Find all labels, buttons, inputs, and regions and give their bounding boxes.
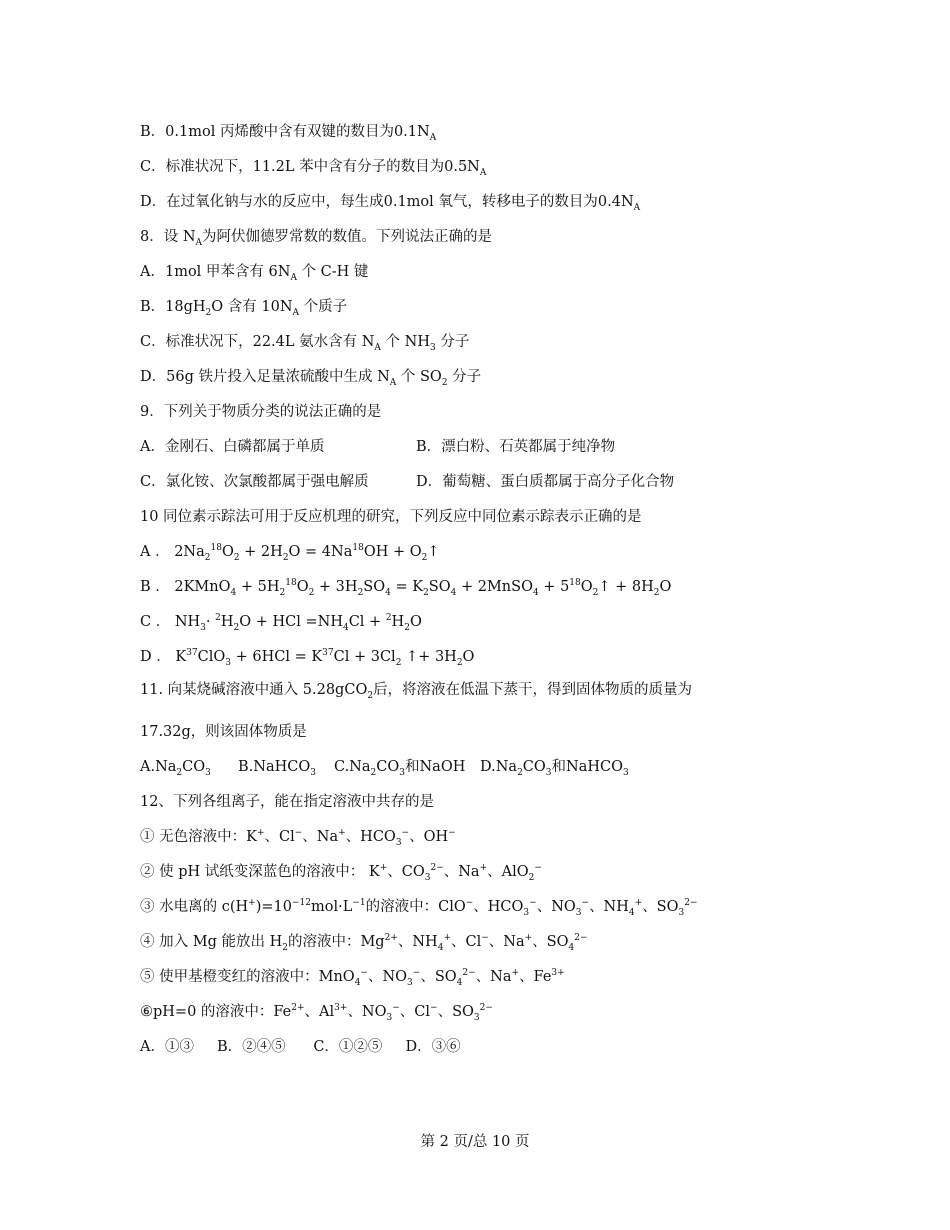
q12-item-5: ⑤ 使甲基橙变红的溶液中：MnO$_4$−、$NO_3^-$、$SO_4^{2-}$、Na+、$Fe^{3+}$	[140, 968, 565, 988]
q12-answer-options: A．①③ B．②④⑤ C．①②⑤ D．③⑥	[140, 1039, 461, 1055]
page-footer: 第 2 页/总 10 页	[420, 1134, 530, 1150]
q7-option-c: C．标准状况下，11.2L 苯中含有分子的数目为$0.5N_A$	[140, 159, 487, 178]
q12-item-6: ⑥pH=0 的溶液中：$Fe^{2+}$、$Al^{3+}$、$NO_3^-$、Cl−、$SO_3^{2-}$	[140, 1003, 493, 1023]
q9-option-c: C．氯化铵、次氯酸都属于强电解质	[140, 474, 369, 490]
q10-option-a: A ． $2Na_2^{18}O_2 + 2H_2O = 4Na^{18}OH$ + $O_2↑$	[140, 543, 440, 563]
q11-option-a: $A.Na_2CO_3$	[140, 759, 211, 778]
q7-option-d: D．在过氧化钠与水的反应中，每生成0.1mol 氧气，转移电子的数目为$0.4N_A$	[140, 194, 641, 213]
q12-item-2: ② 使 pH 试纸变深蓝色的溶液中： K+、$CO_3^{2-}$、Na+、AlO$_2$−	[140, 863, 542, 883]
q9-option-b: B．漂白粉、石英都属于纯净物	[416, 439, 616, 455]
q8-stem: 8．设 $N_A$为阿伏伽德罗常数的数值。下列说法正确的是	[140, 229, 493, 248]
q9-option-d: D．葡萄糖、蛋白质都属于高分子化合物	[416, 474, 675, 490]
q8-option-c: C．标准状况下，22.4L 氨水含有 $N_A$ 个 $NH_3$ 分子	[140, 334, 470, 353]
q9-options-row1	[140, 437, 615, 457]
q11-options	[140, 757, 629, 777]
q12-item-4: ④ 加入 Mg 能放出 $H_2$的溶液中：$Mg^{2+}$、$NH_4^+$、Cl−、Na+、$SO_4^{2-}$	[140, 933, 588, 953]
q7-option-b: B．0.1mol 丙烯酸中含有双键的数目为$0.1N_A$	[140, 124, 437, 143]
q10-option-d: D ． $K^{37}ClO_3 + 6HCl = K^{37}Cl + 3Cl_2$ ↑+ $3H_2O$	[140, 648, 475, 668]
q11-stem-line1: 11. 向某烧碱溶液中通入 5.28gCO$_2$后，将溶液在低温下蒸干，得到固体物质的质量为	[140, 682, 693, 701]
q11-stem-line2: 17.32g，则该固体物质是	[140, 724, 307, 740]
q11-option-c: $C.Na_2CO_3$和NaOH	[334, 759, 466, 778]
q12-item-3: ③ 水电离的 $c(H^+)=10^{-12}mol\cdot L^{-1}$的溶液中：ClO−、$HCO_3^-$、$NO_3^-$、$NH_4^+$、$SO_3^{2-}$	[140, 898, 698, 918]
q9-stem: 9．下列关于物质分类的说法正确的是	[140, 404, 382, 420]
q9-option-a: A．金刚石、白磷都属于单质	[140, 439, 325, 455]
q8-option-d: D．56g 铁片投入足量浓硫酸中生成 $N_A$ 个 $SO_2$ 分子	[140, 369, 482, 388]
q10-option-c: C ． $NH_3\cdot ^2H_2O$ + HCl $=NH_4Cl + ^2H_2O$	[140, 613, 422, 633]
q9-options-row2	[140, 472, 674, 492]
q12-stem: 12、下列各组离子，能在指定溶液中共存的是	[140, 794, 434, 810]
q12-item-1: ① 无色溶液中：K+、Cl−、Na+、$HCO_3^-$、OH−	[140, 828, 456, 848]
q11-option-b: B.NaHCO$_3$	[238, 759, 316, 778]
q10-stem: 10 同位素示踪法可用于反应机理的研究，下列反应中同位素示踪表示正确的是	[140, 509, 642, 525]
q8-option-b: B．$18gH_2O$ 含有 $10N_A$ 个质子	[140, 299, 348, 318]
q8-option-a: A．1mol 甲苯含有 $6N_A$ 个 C-H 键	[140, 264, 369, 283]
q10-option-b: B ． 2KMnO$_4$ + $5H_2^{18}O_2 + 3H_2SO_4 = K_2SO_4$ + 2MnSO$_4$ + $5^{18}O_2↑ + 8H_2O$	[140, 578, 672, 598]
q11-option-d: $D.Na_2CO_3$和NaHCO$_3$	[480, 759, 629, 778]
